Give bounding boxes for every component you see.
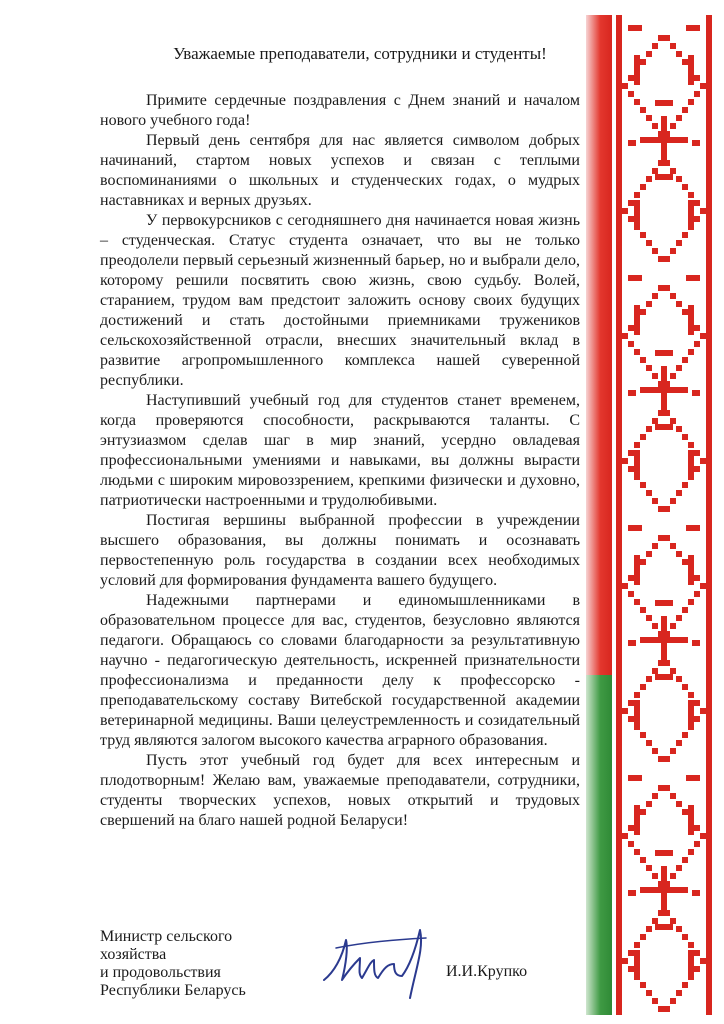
letter-paragraph: У первокурсников с сегодняшнего дня начинается новая жизнь – студенческая. Статус студента означает, что вы не только преодолели первый серьезный жизненный барьер, но и выбрали дело, которому решили посвятить свою жизнь, свою судьбу. Волей, старанием, трудом вам предстоит заложить основу своих будущих достижений и стать достойными приемниками тружеников сельскохозяйственной отрасли, внесших значительный вклад в развитие агропромышленного комплекса нашей суверенной республики. bbox=[100, 212, 580, 389]
signer-position-line: Республики Беларусь bbox=[100, 982, 246, 999]
letter-paragraph: Постигая вершины выбранной профессии в учреждении высшего образования, вы должны понимать и осознавать первостепенную роль государства в создании всех необходимых условий для формирования фундамента вашего будущего. bbox=[100, 512, 580, 589]
ornament-pattern bbox=[616, 15, 712, 1015]
letter-paragraph: Надежными партнерами и единомышленниками в образовательном процессе для вас, студентов, безусловно являются педагоги. Обращаюсь со словами благодарности за результативную научно - педагогическую деятельность, искренней признательности профессионализма и преданности делу к профессорско - преподавательскому составу Витебской государственной академии ветеринарной медицины. Ваши целеустремленность и созидательный труд являются залогом высокого качества аграрного образования. bbox=[100, 592, 580, 749]
letter-body bbox=[100, 44, 580, 831]
handwritten-signature bbox=[316, 918, 444, 1002]
signer-position bbox=[100, 928, 300, 1000]
letter-paragraph: Наступивший учебный год для студентов станет временем, когда проверяются способности, раскрываются таланты. С энтузиазмом сделав шаг в мир знаний, усердно овладевая профессиональными умениями и навыками, вы должны вырасти людьми с широким мировоззрением, крепкими физически и духовно, патриотически настроенными и трудолюбивыми. bbox=[100, 392, 580, 509]
signer-position-line: Министр сельского хозяйства bbox=[100, 928, 233, 963]
letter-paragraph: Первый день сентября для нас является символом добрых начинаний, стартом новых успехов и связан с теплыми воспоминаниями о школьных и студенческих годах, о мудрых наставниках и верных друзьях. bbox=[100, 132, 580, 209]
signer-name: И.И.Крупко bbox=[446, 963, 528, 980]
ornament-pattern-svg bbox=[616, 15, 712, 1015]
belarus-flag-ornament-icon bbox=[586, 15, 712, 1015]
flag-green-band bbox=[586, 675, 612, 1015]
letter-paragraph: Примите сердечные поздравления с Днем знаний и началом нового учебного года! bbox=[100, 92, 580, 129]
signer-position-line: и продовольствия bbox=[100, 964, 221, 981]
letter-greeting: Уважаемые преподаватели, сотрудники и студенты! bbox=[173, 44, 547, 63]
flag-red-band bbox=[586, 15, 612, 675]
letter-paragraph: Пусть этот учебный год будет для всех интересным и плодотворным! Желаю вам, уважаемые преподаватели, сотрудники, студенты творческих успехов, новых открытий и трудовых свершений на благо нашей родной Беларуси! bbox=[100, 752, 580, 829]
